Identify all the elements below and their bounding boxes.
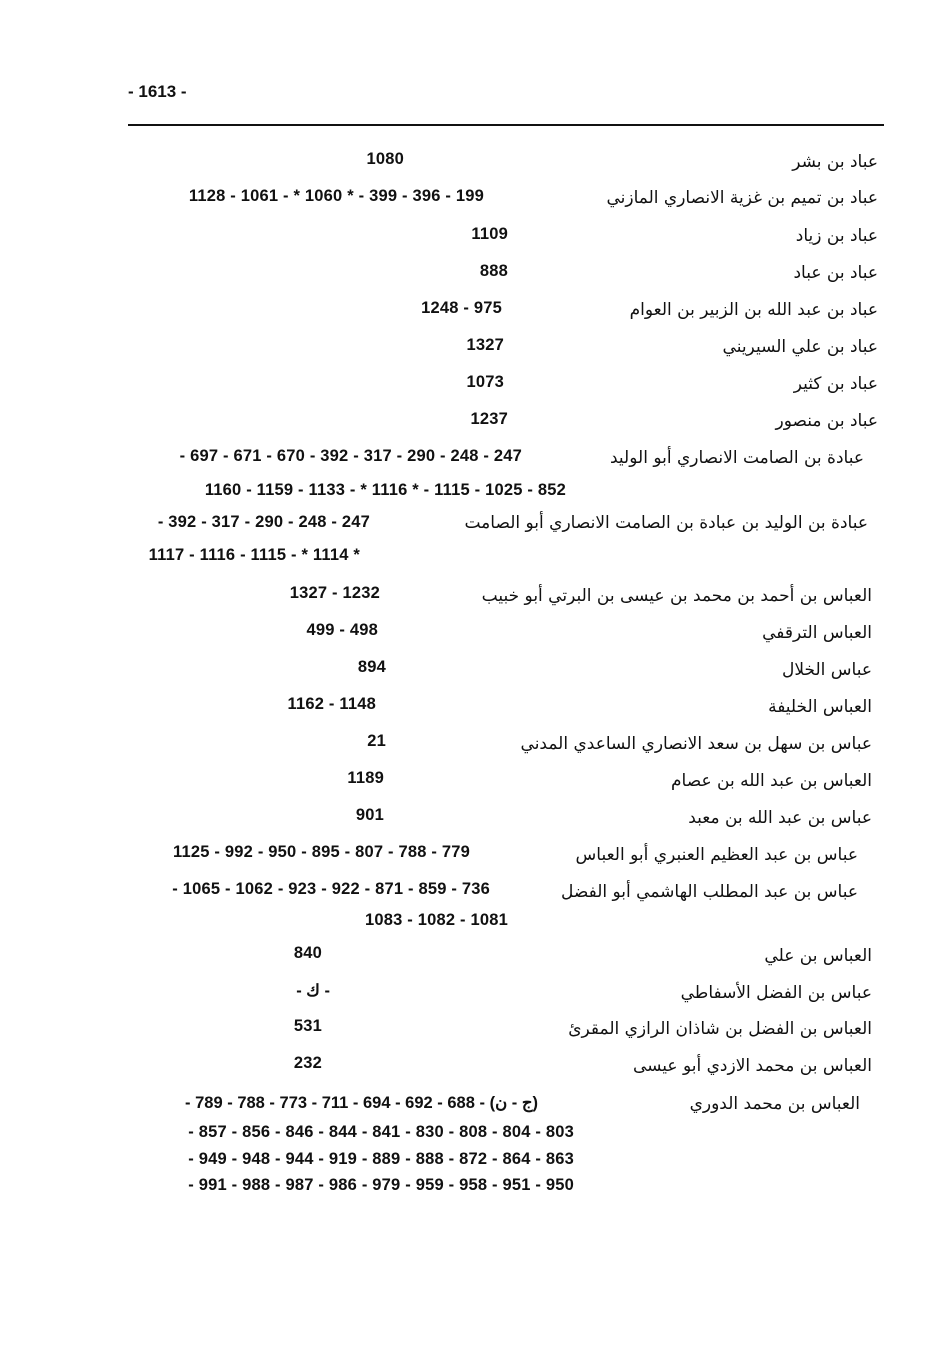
entry-pages: - 392 - 317 - 290 - 248 - 247 (157, 513, 370, 531)
entry-pages: 1128 - 1061 - * 1060 * - 399 - 396 - 199 (188, 187, 484, 205)
entry-pages: 21 (367, 732, 386, 750)
entry-name: عباد بن تميم بن غزية الانصاري المازني (606, 188, 878, 208)
entry-pages: 1073 (466, 373, 504, 391)
entry-pages: - 857 - 856 - 846 - 844 - 841 - 830 - 808 - 804 - 803 (188, 1123, 574, 1141)
entry-pages: - 991 - 988 - 987 - 986 - 979 - 959 - 958 - 951 - 950 (188, 1176, 574, 1194)
entry-name: عباد بن عبد الله بن الزبير بن العوام (629, 300, 878, 320)
entry-name: عباس بن عبد الله بن معبد (688, 808, 872, 828)
entry-name: عبادة بن الوليد بن عبادة بن الصامت الانصاري أبو الصامت (464, 513, 868, 533)
entry-pages: 499 - 498 (306, 621, 378, 639)
entry-name: عباس بن سهل بن سعد الانصاري الساعدي المدني (520, 734, 872, 754)
entry-name: عباد بن زياد (795, 226, 878, 246)
entry-pages: - 789 - 788 - 773 - 711 - 694 - 692 - 688 - (ج - ن) (185, 1094, 538, 1112)
entry-name: العباس الخليفة (768, 697, 872, 717)
entry-name: عباس بن الفضل الأسفاطي (680, 983, 872, 1003)
entry-name: عباس بن عبد المطلب الهاشمي أبو الفضل (560, 882, 858, 902)
entry-pages: 901 (355, 806, 384, 824)
entry-name: العباس بن عبد الله بن عصام (671, 771, 872, 791)
entry-name: عباد بن بشر (792, 152, 878, 172)
entry-pages: - ك - (296, 982, 330, 1000)
entry-name: العباس بن محمد الازدي أبو عيسى (632, 1056, 872, 1076)
entry-name: العباس بن الفضل بن شاذان الرازي المقرئ (568, 1019, 872, 1039)
entry-pages: 1237 (470, 410, 508, 428)
entry-pages: 1248 - 975 (421, 299, 502, 317)
entry-name: العباس بن أحمد بن محمد بن عيسى بن البرتي أبو خبيب (481, 586, 872, 606)
entry-pages: 888 (479, 262, 508, 280)
entry-name: عباد بن علي السيريني (722, 337, 878, 357)
entry-pages: - 1065 - 1062 - 923 - 922 - 871 - 859 - 736 (172, 880, 490, 898)
entry-name: العباس بن علي (764, 946, 872, 966)
entry-pages: 1083 - 1082 - 1081 (364, 911, 508, 929)
entry-name: العباس بن محمد الدوري (689, 1094, 860, 1114)
entry-name: عباد بن كثير (793, 374, 878, 394)
entry-name: عبادة بن الصامت الانصاري أبو الوليد (610, 448, 864, 468)
entry-pages: - 697 - 671 - 670 - 392 - 317 - 290 - 248 - 247 (179, 447, 522, 465)
entry-name: عباد بن عباد (793, 263, 878, 283)
page-number: - 1613 - (128, 82, 187, 101)
entry-name: العباس الترقفي (762, 623, 872, 643)
entry-pages: 894 (357, 658, 386, 676)
entry-pages: 1189 (347, 769, 384, 787)
entry-pages: 1327 (466, 336, 504, 354)
entry-pages: 1125 - 992 - 950 - 895 - 807 - 788 - 779 (173, 843, 470, 861)
entry-name: عباس الخلال (782, 660, 872, 680)
entry-pages: 1117 - 1116 - 1115 - * 1114 * (148, 546, 360, 564)
entry-name: عباس بن عبد العظيم العنبري أبو العباس (575, 845, 858, 865)
header-rule (128, 124, 884, 126)
entry-pages: 1160 - 1159 - 1133 - * 1116 * - 1115 - 1025 - 852 (204, 481, 566, 499)
entry-pages: 531 (293, 1017, 322, 1035)
entry-pages: 1162 - 1148 (287, 695, 376, 713)
entry-pages: 1327 - 1232 (289, 584, 380, 602)
entry-pages: 1109 (471, 225, 508, 243)
entry-pages: 232 (293, 1054, 322, 1072)
entry-pages: 1080 (366, 150, 404, 168)
entry-name: عباد بن منصور (775, 411, 878, 431)
entry-pages: 840 (293, 944, 322, 962)
entry-pages: - 949 - 948 - 944 - 919 - 889 - 888 - 872 - 864 - 863 (188, 1150, 574, 1168)
